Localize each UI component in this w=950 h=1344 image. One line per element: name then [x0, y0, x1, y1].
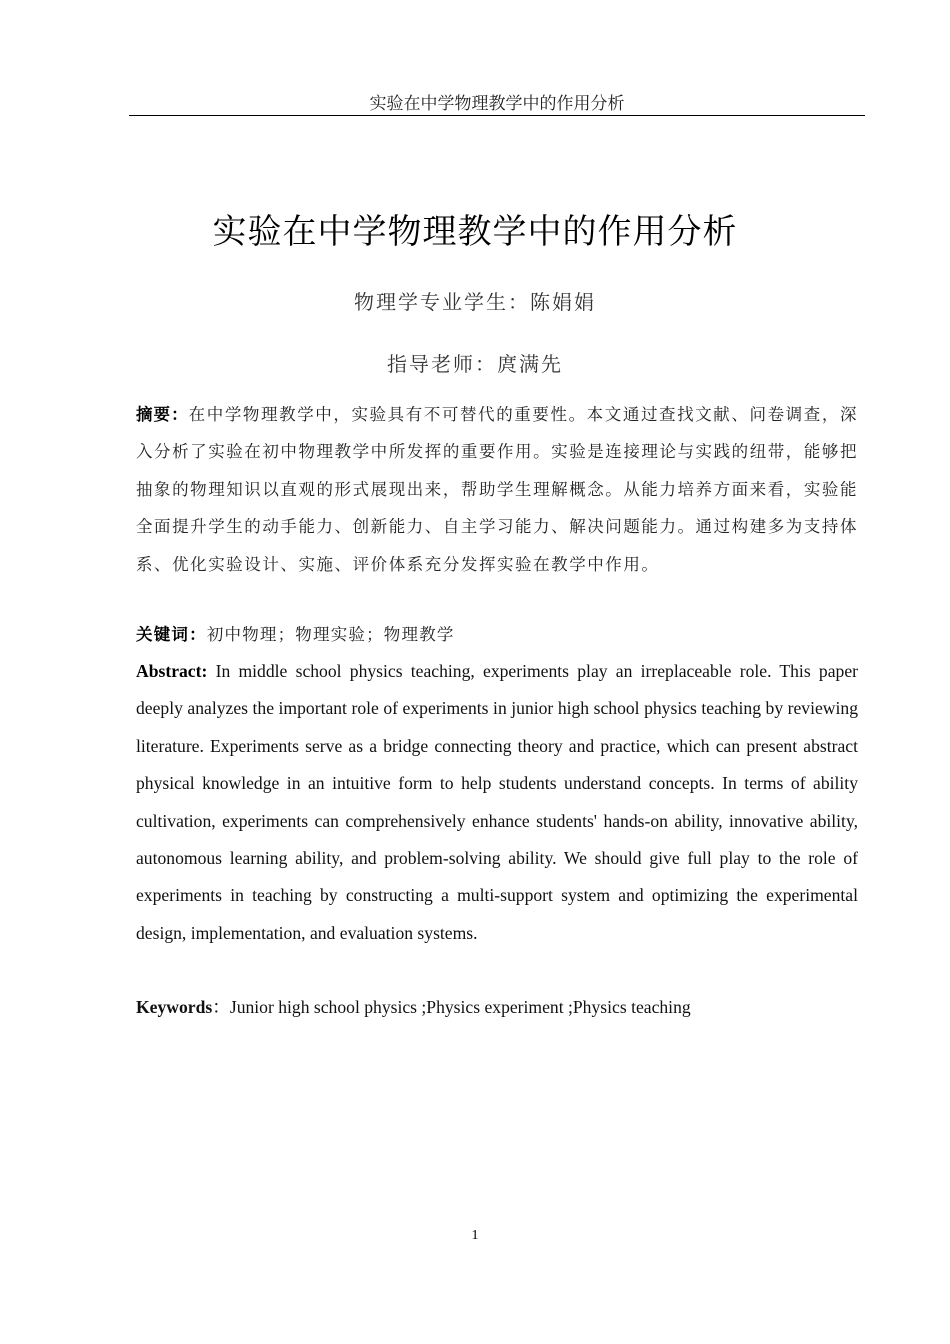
running-header: [129, 93, 865, 116]
english-keywords-text: Junior high school physics ;Physics experiment ;Physics teaching: [229, 997, 691, 1017]
english-keywords: [136, 992, 858, 1022]
advisor-line: 指导老师：庹满先: [387, 352, 563, 376]
paper-title: 实验在中学物理教学中的作用分析: [212, 212, 738, 252]
chinese-keywords: [136, 620, 858, 650]
chinese-abstract-label: 摘要：: [136, 405, 189, 424]
chinese-keywords-label: 关键词：: [136, 625, 207, 644]
page-number: 1: [471, 1228, 479, 1243]
author-line: 物理学专业学生：陈娟娟: [354, 290, 596, 314]
english-keywords-label: Keywords: [136, 997, 213, 1017]
running-header-title: 实验在中学物理教学中的作用分析: [369, 94, 625, 114]
english-keywords-separator: ：: [212, 997, 230, 1017]
chinese-keywords-text: 初中物理；物理实验；物理教学: [206, 625, 455, 644]
chinese-abstract-text: 在中学物理教学中，实验具有不可替代的重要性。本文通过查找文献、问卷调查，深入分析了实验在初中物理教学中所发挥的重要作用。实验是连接理论与实践的纽带，能够把抽象的物理知识以直观的形式展现出来，帮助学生理解概念。从能力培养方面来看，实验能全面提升学生的动手能力、创新能力、自主学习能力、解决问题能力。通过构建多为支持体系、优化实验设计、实施、评价体系充分发挥实验在教学中作用。: [136, 405, 859, 574]
chinese-abstract: [136, 396, 858, 583]
english-abstract-label: Abstract:: [136, 661, 208, 681]
english-abstract: [136, 653, 858, 952]
english-abstract-text: In middle school physics teaching, experiments play an irreplaceable role. This paper deeply analyzes the important role of experiments in junior high school physics teaching by reviewing literature. Experiments serve as a bridge connecting theory and practice, which can present abstract physical knowledge in an intuitive form to help students understand concepts. In terms of ability cultivation, experiments can comprehensively enhance students' hands-on ability, innovative ability, autonomous learning ability, and problem-solving ability. We should give full play to the role of experiments in teaching by constructing a multi-support system and optimizing the experimental design, implementation, and evaluation systems.: [136, 661, 858, 943]
